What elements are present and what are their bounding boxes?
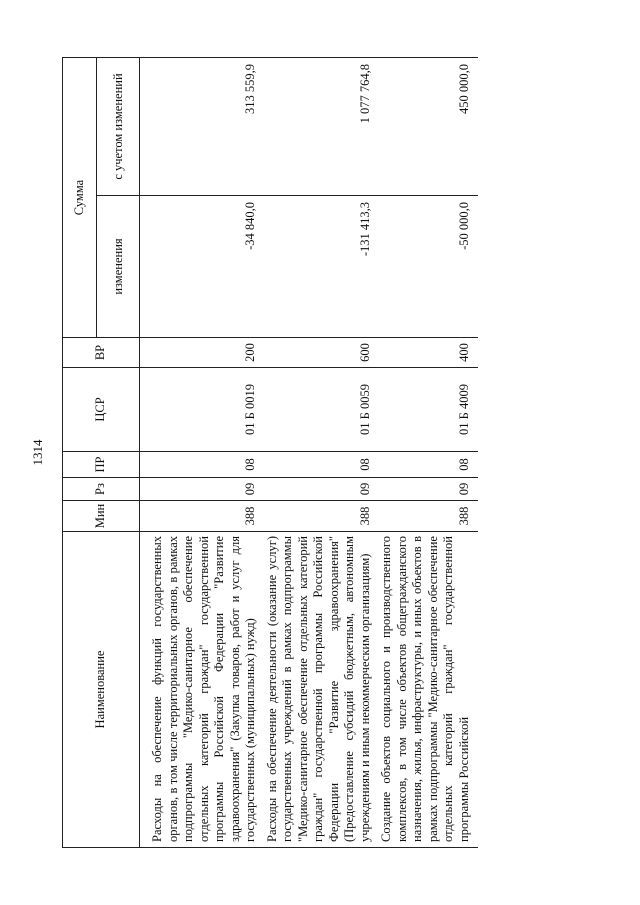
row-pr: 08 bbox=[265, 452, 380, 478]
row-pr: 08 bbox=[379, 452, 478, 478]
table-header bbox=[63, 58, 140, 848]
row-total: 1 077 764,8 bbox=[265, 58, 380, 196]
row-vr: 600 bbox=[265, 338, 380, 368]
row-rz: 09 bbox=[140, 478, 265, 501]
row-name: Расходы на обеспечение функций государственных органов, в том числе территориальных органов, в рамках подпрограммы "Медико-санитарное обеспечение отдельных категорий граждан" государственной программы Российской Федерации "Развитие здравоохранения" (Закупка товаров, работ и услуг для государственных (муниципальных) нужд) bbox=[140, 532, 265, 848]
row-pr: 08 bbox=[140, 452, 265, 478]
row-vr: 200 bbox=[140, 338, 265, 368]
row-min: 388 bbox=[379, 501, 478, 532]
table-row bbox=[140, 58, 265, 848]
header-changes: изменения bbox=[97, 196, 140, 338]
row-change: -131 413,3 bbox=[265, 196, 380, 338]
row-min: 388 bbox=[265, 501, 380, 532]
header-vr: ВР bbox=[63, 338, 140, 368]
row-total: 450 000,0 bbox=[379, 58, 478, 196]
header-min: Мин bbox=[63, 501, 140, 532]
row-rz: 09 bbox=[265, 478, 380, 501]
row-name: Создание объектов социального и производственного комплексов, в том числе объектов общегражданского назначения, жилья, инфраструктуры, и иных объектов в рамках подпрограммы "Медико-санитарное обеспечение отдельных категорий граждан" государственной программы Российской bbox=[379, 532, 478, 848]
row-change: -50 000,0 bbox=[379, 196, 478, 338]
table-row bbox=[379, 58, 478, 848]
row-vr: 400 bbox=[379, 338, 478, 368]
table-row bbox=[265, 58, 380, 848]
row-rz: 09 bbox=[379, 478, 478, 501]
header-name: Наименование bbox=[63, 532, 140, 848]
header-with-changes: с учетом изменений bbox=[97, 58, 140, 196]
row-csr: 01 Б 0059 bbox=[265, 368, 380, 452]
header-csr: ЦСР bbox=[63, 368, 140, 452]
header-pr: ПР bbox=[63, 452, 140, 478]
row-name: Расходы на обеспечение деятельности (оказание услуг) государственных учреждений в рамках подпрограммы "Медико-санитарное обеспечение отдельных категорий граждан" государственной программы Российской Федерации "Развитие здравоохранения" (Предоставление субсидий бюджетным, автономным учреждениям и иным некоммерческим организациям) bbox=[265, 532, 380, 848]
header-sum: Сумма bbox=[63, 58, 97, 338]
row-total: 313 559,9 bbox=[140, 58, 265, 196]
header-rz: Рз bbox=[63, 478, 140, 501]
row-min: 388 bbox=[140, 501, 265, 532]
row-csr: 01 Б 0019 bbox=[140, 368, 265, 452]
budget-table bbox=[62, 57, 478, 848]
row-csr: 01 Б 4009 bbox=[379, 368, 478, 452]
page-number: 1314 bbox=[30, 439, 45, 466]
row-change: -34 840,0 bbox=[140, 196, 265, 338]
